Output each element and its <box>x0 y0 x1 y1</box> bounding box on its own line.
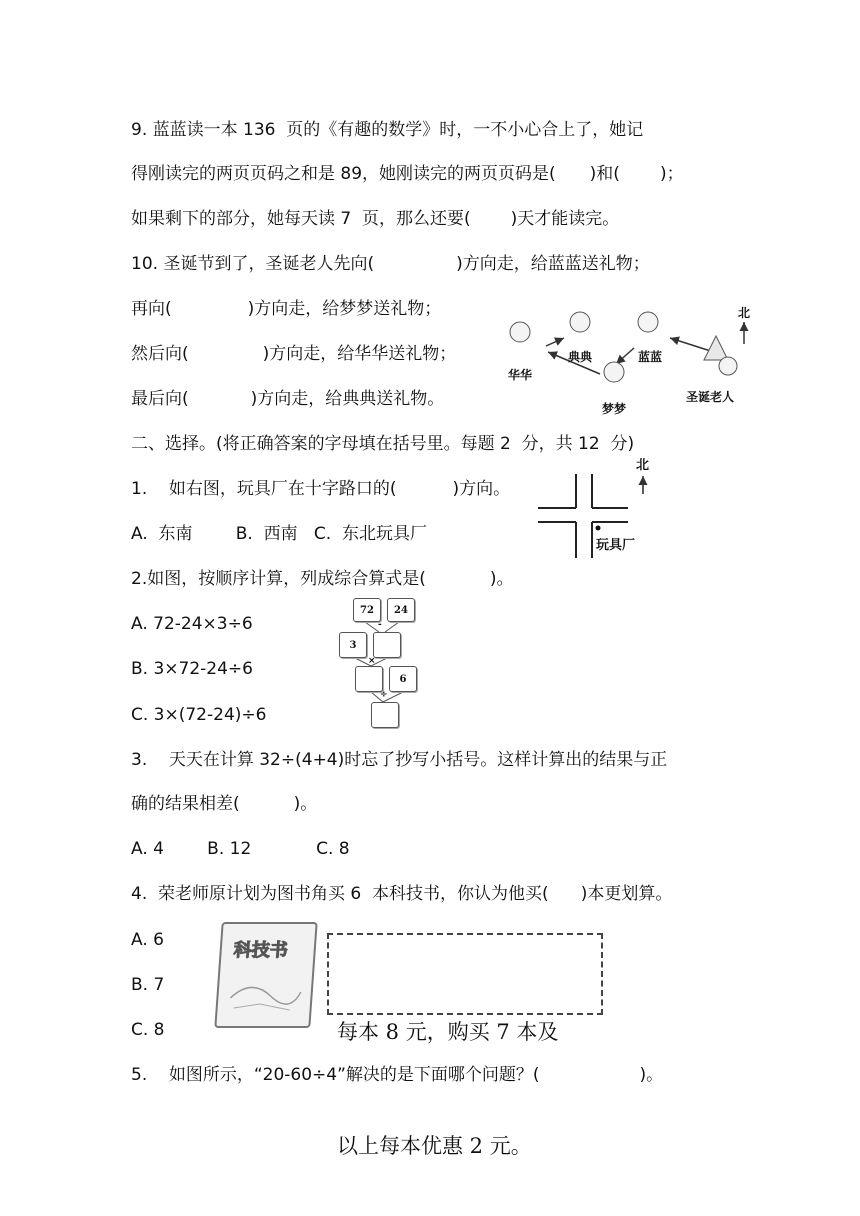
c5-stem: 5. 如图所示，“20-60÷4”解决的是下面哪个问题？( )。 <box>131 1065 664 1085</box>
person-santa: 圣诞老人 <box>686 390 735 404</box>
flow-number-72: 72 <box>353 598 381 622</box>
c4-stem: 4. 荣老师原计划为图书角买 6 本科技书，你认为他买( )本更划算。 <box>131 884 673 904</box>
crossroad-figure <box>538 450 668 562</box>
c1-overlap-label: 玩具厂 <box>375 524 427 544</box>
flow-op-divide: ÷ <box>380 690 388 700</box>
flow-number-6: 6 <box>389 666 417 692</box>
q10-line-3: 然后向( )方向走，给华华送礼物； <box>131 344 457 364</box>
q9-line-1: 9. 蓝蓝读一本 136 页的《有趣的数学》时，一不小心合上了，她记 <box>131 120 644 140</box>
q10-line-4: 最后向( )方向走，给典典送礼物。 <box>131 389 445 409</box>
flow-number-24: 24 <box>387 598 415 622</box>
c4-option-c: C. 8 <box>131 1020 165 1040</box>
toy-factory-label: 玩具厂 <box>596 538 636 553</box>
flow-empty-box <box>373 632 401 658</box>
c3-line-2: 确的结果相差( )。 <box>131 794 318 814</box>
q10-line-2: 再向( )方向走，给梦梦送礼物； <box>131 299 442 319</box>
c3-line-1: 3. 天天在计算 32÷(4+4)时忘了抄写小括号。这样计算出的结果与正 <box>131 750 668 770</box>
flow-op-times: × <box>368 656 376 666</box>
person-mengmeng: 梦梦 <box>602 402 627 416</box>
c3-options: A. 4 B. 12 C. 8 <box>131 839 350 859</box>
q10-line-1: 10. 圣诞节到了，圣诞老人先向( )方向走，给蓝蓝送礼物； <box>131 254 650 274</box>
price-note-line-2: 以上每本优惠 2 元。 <box>337 1134 532 1158</box>
c2-option-a: A. 72-24×3÷6 <box>131 614 253 634</box>
book-title: 科技书 <box>232 940 289 961</box>
flow-number-3: 3 <box>339 632 367 658</box>
calc-flow-figure <box>335 594 425 730</box>
person-lanlan: 蓝蓝 <box>638 350 663 364</box>
c1-stem: 1. 如右图，玩具厂在十字路口的( )方向。 <box>131 479 511 499</box>
q9-line-2: 得刚读完的两页页码之和是 89，她刚读完的两页页码是( )和( )； <box>131 164 684 184</box>
north-label: 北 <box>738 306 751 320</box>
santa-route-figure <box>498 300 768 420</box>
north-label: 北 <box>636 458 650 473</box>
c1-options: A. 东南 B. 西南 C. 东北玩具厂 <box>131 524 427 544</box>
person-diandian: 典典 <box>568 350 593 364</box>
person-huahua: 华华 <box>508 368 533 382</box>
c2-stem: 2.如图，按顺序计算，列成综合算式是( )。 <box>131 569 514 589</box>
c2-option-b: B. 3×72-24÷6 <box>131 659 253 679</box>
flow-result-box <box>371 702 399 728</box>
c2-option-c: C. 3×(72-24)÷6 <box>131 705 267 725</box>
c4-option-a: A. 6 <box>131 930 164 950</box>
flow-op-minus: - <box>378 620 382 630</box>
c4-option-b: B. 7 <box>131 975 165 995</box>
section-2-header: 二、选择。(将正确答案的字母填在括号里。每题 2 分，共 12 分) <box>131 434 635 454</box>
price-note-line-1: 每本 8 元，购买 7 本及 <box>337 1020 559 1044</box>
science-book-image <box>214 922 317 1028</box>
flow-empty-box <box>355 666 383 692</box>
book-doodle <box>219 968 310 1018</box>
q9-line-3: 如果剩下的部分，她每天读 7 页，那么还要( )天才能读完。 <box>131 209 620 229</box>
